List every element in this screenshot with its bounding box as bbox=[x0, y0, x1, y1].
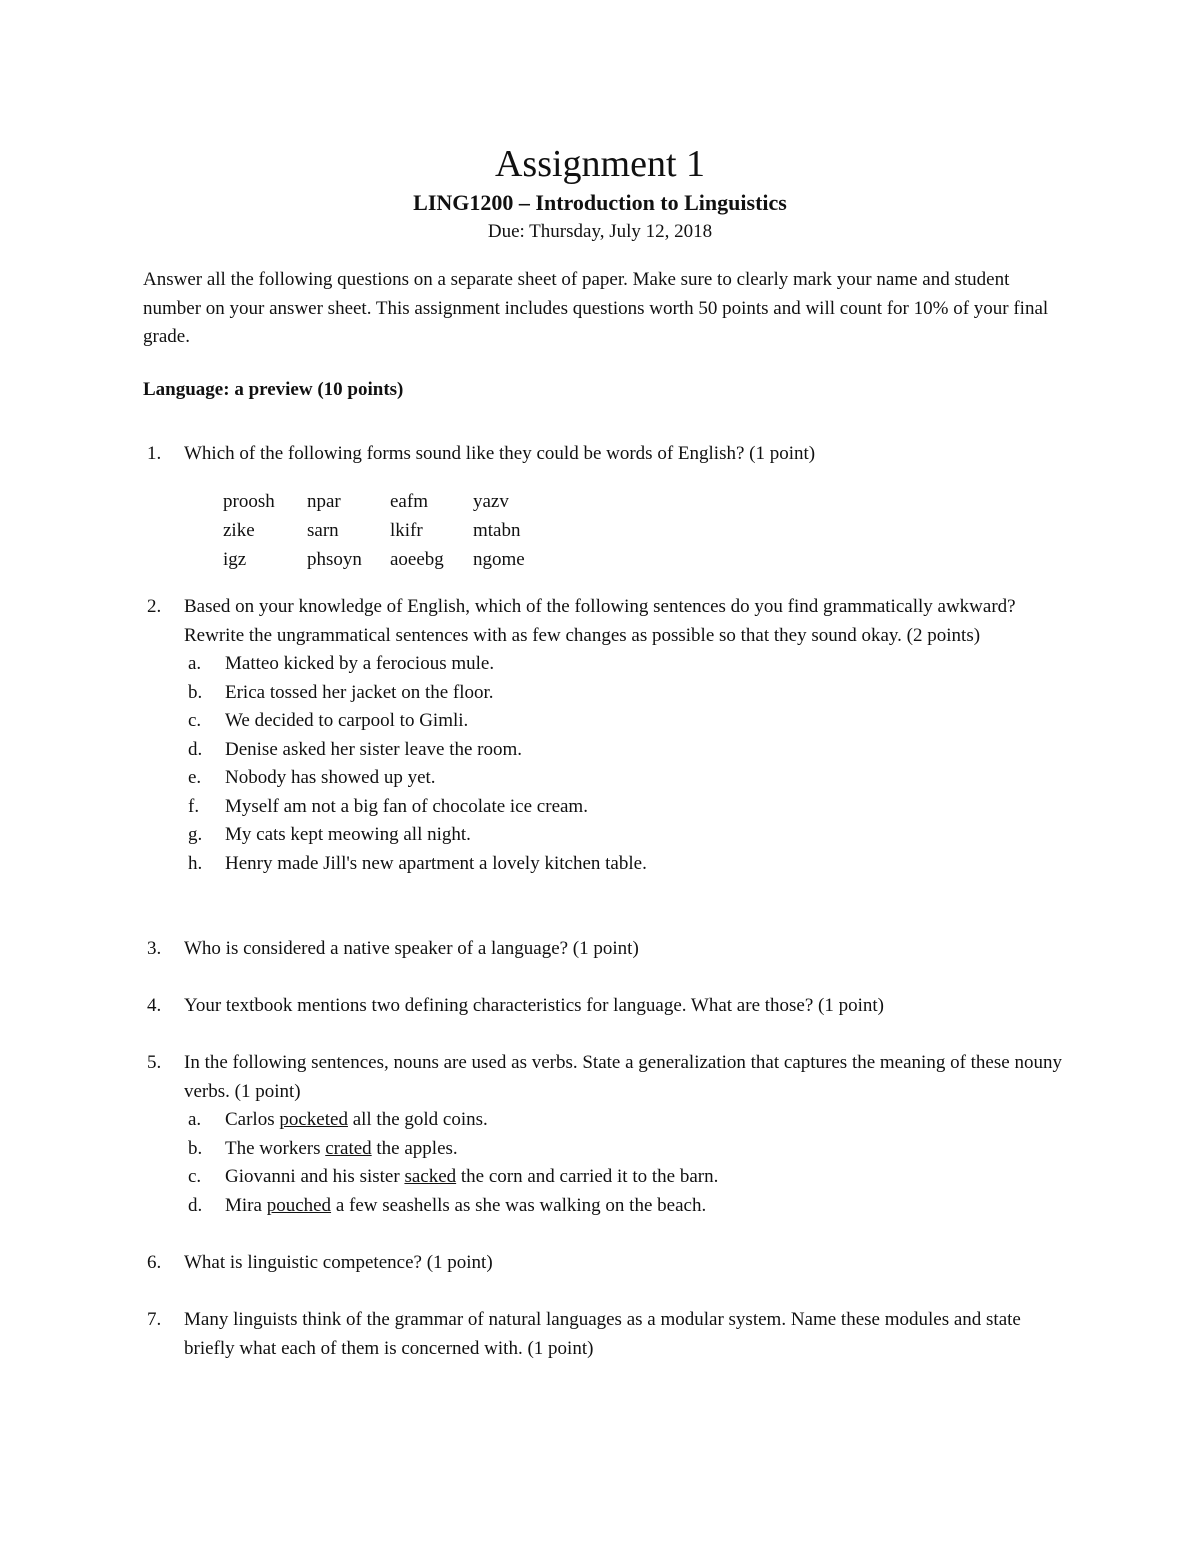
item-letter: b. bbox=[188, 1137, 203, 1159]
question-text: Which of the following forms sound like they could be words of English? (1 point) bbox=[184, 443, 816, 464]
question-text: In the following sentences, nouns are used as verbs. State a generalization that captures the meaning of these nouny verbs. (1 point) bbox=[184, 1052, 1062, 1102]
question-text: Who is considered a native speaker of a language? (1 point) bbox=[184, 938, 639, 959]
underlined-verb: pocketed bbox=[279, 1109, 348, 1130]
due-date: Due: Thursday, July 12, 2018 bbox=[487, 221, 713, 242]
list-item bbox=[184, 707, 1063, 736]
item-letter: a. bbox=[188, 653, 202, 674]
course-title: LING1200 – Introduction to Linguistics bbox=[413, 190, 787, 215]
question-text: Your textbook mentions two defining characteristics for language. What are those? (1 point) bbox=[184, 995, 885, 1016]
word-form: ngome bbox=[473, 549, 525, 570]
question-1 bbox=[143, 440, 1063, 469]
page-title: Assignment 1 bbox=[494, 143, 706, 185]
section-heading: Language: a preview (10 points) bbox=[143, 379, 404, 400]
word-form: phsoyn bbox=[307, 549, 362, 570]
item-text-after: a few seashells as she was walking on the beach. bbox=[331, 1194, 707, 1216]
item-text: Erica tossed her jacket on the floor. bbox=[225, 681, 494, 703]
question-number: 2. bbox=[147, 596, 162, 617]
item-text: Myself am not a big fan of chocolate ice cream. bbox=[225, 795, 588, 817]
list-item bbox=[184, 1192, 1063, 1221]
sentence-list bbox=[184, 1106, 1063, 1220]
question-text: Many linguists think of the grammar of natural languages as a modular system. Name these modules and state briefly what each of them is concerned with. (1 point) bbox=[184, 1309, 1021, 1359]
list-item bbox=[184, 1163, 1063, 1192]
item-text: We decided to carpool to Gimli. bbox=[225, 710, 469, 731]
list-item bbox=[184, 1106, 1063, 1135]
underlined-verb: crated bbox=[325, 1137, 372, 1159]
question-2 bbox=[143, 593, 1063, 878]
item-letter: f. bbox=[188, 795, 200, 817]
question-3 bbox=[143, 935, 1063, 964]
list-item bbox=[184, 679, 1063, 708]
word-form: yazv bbox=[473, 491, 509, 512]
word-form: lkifr bbox=[390, 520, 423, 541]
question-number: 7. bbox=[147, 1309, 162, 1330]
word-forms-table bbox=[223, 487, 563, 574]
item-text-after: all the gold coins. bbox=[347, 1109, 488, 1130]
item-text: Denise asked her sister leave the room. bbox=[225, 738, 523, 760]
item-letter: b. bbox=[188, 681, 203, 703]
list-item bbox=[184, 650, 1063, 679]
item-letter: d. bbox=[188, 1194, 203, 1216]
item-letter: a. bbox=[188, 1109, 202, 1130]
item-letter: c. bbox=[188, 1166, 202, 1187]
question-number: 4. bbox=[147, 995, 162, 1016]
question-7 bbox=[143, 1306, 1063, 1363]
list-item bbox=[184, 764, 1063, 793]
question-text: Based on your knowledge of English, which of the following sentences do you find grammatically awkward? Rewrite the ungrammatical sentences with as few changes as possible so that they sound okay. (2 points) bbox=[184, 596, 1016, 646]
list-item bbox=[184, 736, 1063, 765]
word-row bbox=[223, 516, 563, 545]
question-number: 3. bbox=[147, 938, 162, 959]
item-text: Henry made Jill's new apartment a lovely kitchen table. bbox=[225, 852, 647, 874]
list-item bbox=[184, 793, 1063, 822]
item-text: Matteo kicked by a ferocious mule. bbox=[225, 653, 495, 674]
word-form: zike bbox=[223, 520, 255, 541]
sentence-list bbox=[184, 650, 1063, 878]
word-form: mtabn bbox=[473, 520, 521, 541]
item-text-after: the apples. bbox=[371, 1137, 458, 1159]
question-4 bbox=[143, 992, 1063, 1021]
item-text-after: the corn and carried it to the barn. bbox=[456, 1166, 719, 1187]
item-letter: c. bbox=[188, 710, 202, 731]
question-6 bbox=[143, 1249, 1063, 1278]
item-letter: g. bbox=[188, 824, 203, 845]
question-number: 6. bbox=[147, 1252, 162, 1273]
item-text-before: Carlos bbox=[225, 1109, 280, 1130]
word-row bbox=[223, 487, 563, 516]
word-form: npar bbox=[307, 491, 341, 512]
item-letter: e. bbox=[188, 767, 202, 788]
word-form: eafm bbox=[390, 491, 428, 512]
question-text: What is linguistic competence? (1 point) bbox=[184, 1252, 493, 1273]
list-item bbox=[184, 850, 1063, 879]
item-text-before: Mira bbox=[225, 1194, 267, 1216]
underlined-verb: sacked bbox=[404, 1166, 457, 1187]
item-text: My cats kept meowing all night. bbox=[225, 824, 471, 845]
question-number: 5. bbox=[147, 1052, 162, 1073]
word-form: proosh bbox=[223, 491, 275, 512]
word-form: sarn bbox=[307, 520, 339, 541]
instructions-paragraph: Answer all the following questions on a separate sheet of paper. Make sure to clearly mark your name and student number on your answer sheet. This assignment includes questions worth 50 points and will count for 10% of your final grade. bbox=[143, 269, 1049, 347]
word-form: igz bbox=[223, 549, 247, 570]
item-text: Nobody has showed up yet. bbox=[225, 767, 436, 788]
list-item bbox=[184, 821, 1063, 850]
item-letter: d. bbox=[188, 738, 203, 760]
list-item bbox=[184, 1135, 1063, 1164]
question-5 bbox=[143, 1049, 1063, 1220]
word-row bbox=[223, 545, 563, 574]
word-form: aoeebg bbox=[390, 549, 444, 570]
item-text-before: The workers bbox=[225, 1137, 326, 1159]
underlined-verb: pouched bbox=[266, 1194, 332, 1216]
item-letter: h. bbox=[188, 852, 203, 874]
item-text-before: Giovanni and his sister bbox=[225, 1166, 405, 1187]
question-number: 1. bbox=[147, 443, 162, 464]
